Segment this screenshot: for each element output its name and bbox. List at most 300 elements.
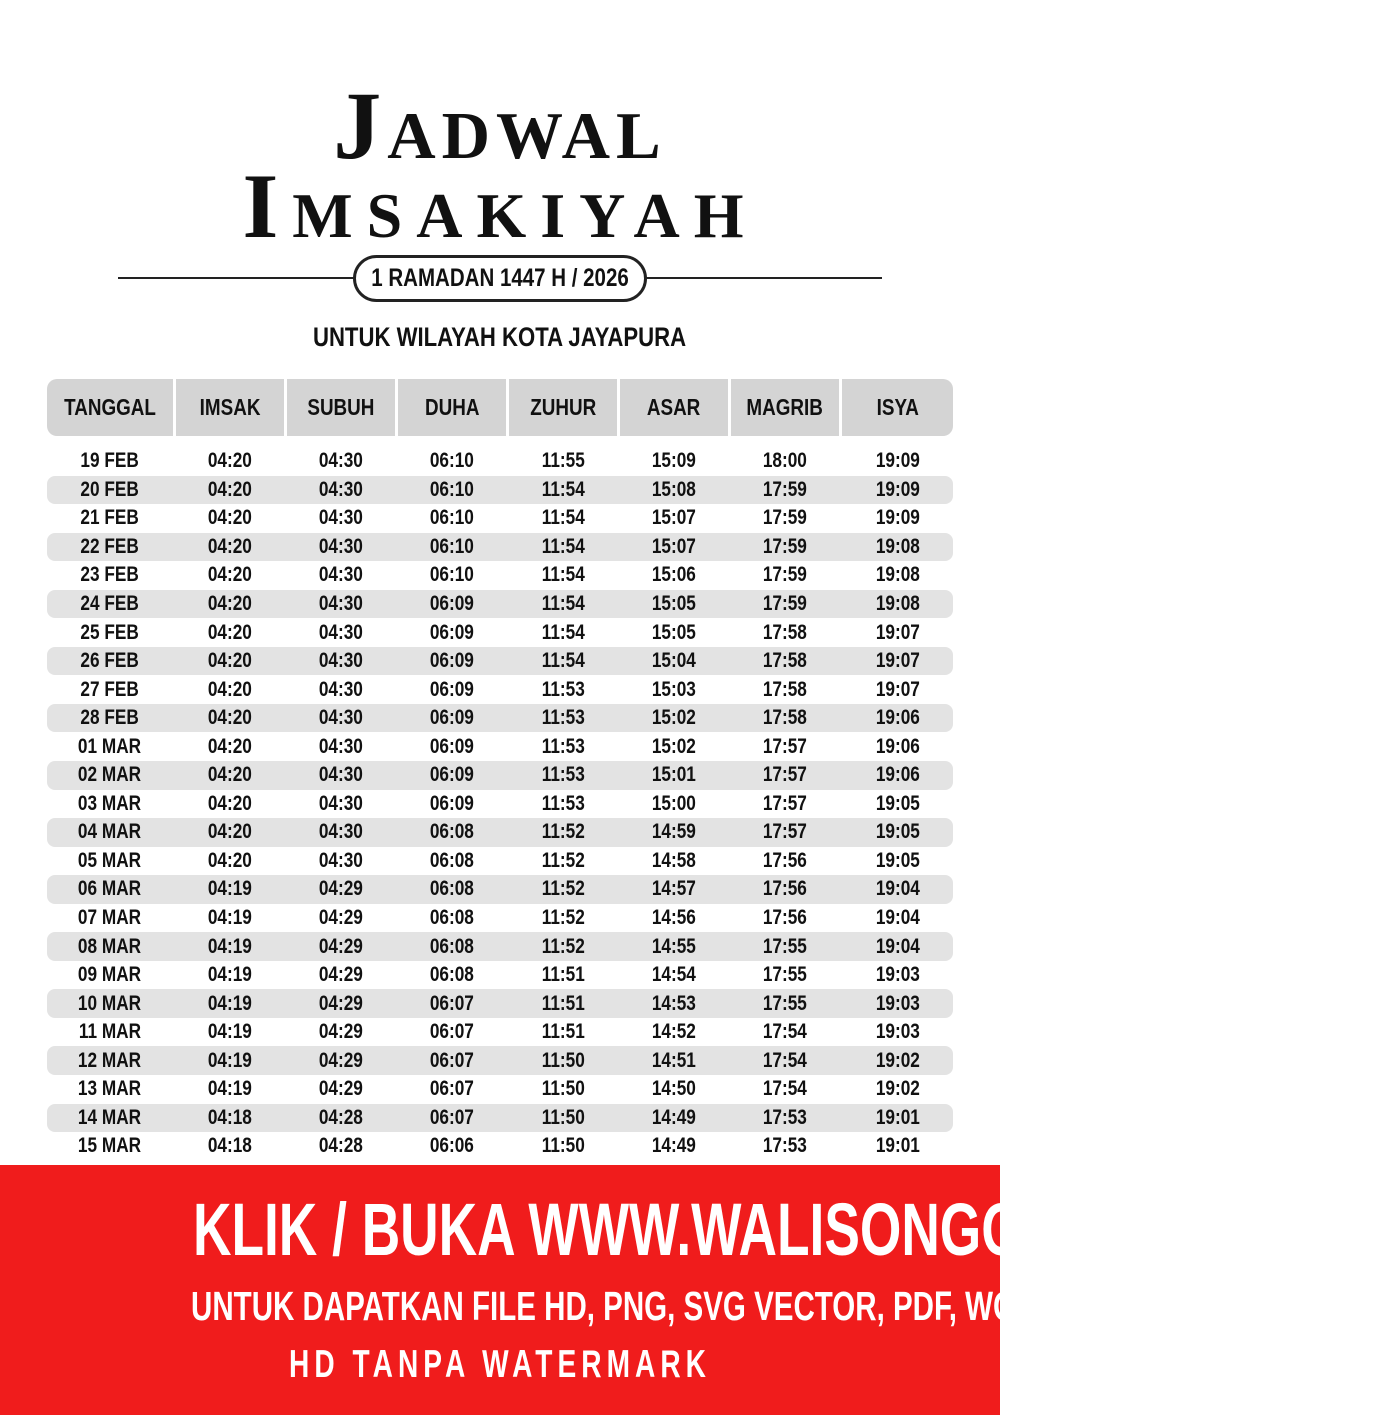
table-cell-value: 15:07 xyxy=(651,534,697,558)
table-cell-asar xyxy=(620,476,728,505)
table-cell-tanggal xyxy=(47,476,173,505)
table-cell-value: 19:05 xyxy=(875,820,920,844)
schedule-table xyxy=(47,379,953,1158)
table-cell-duha xyxy=(398,761,506,790)
table-cell-value: 04:29 xyxy=(318,934,364,958)
table-cell-isya xyxy=(842,561,953,590)
table-cell-asar xyxy=(620,818,728,847)
table-cell-imsak xyxy=(176,961,284,990)
table-cell-imsak xyxy=(176,732,284,761)
table-cell-duha xyxy=(398,961,506,990)
table-cell-value: 15:05 xyxy=(651,620,697,644)
table-cell-value: 04:30 xyxy=(318,477,364,501)
table-cell-zuhur xyxy=(509,704,617,733)
table-cell-value: 19:08 xyxy=(875,534,920,558)
table-cell-duha xyxy=(398,1132,506,1161)
table-cell-zuhur xyxy=(509,647,617,676)
table-cell-zuhur xyxy=(509,847,617,876)
table-cell-value: 19:07 xyxy=(875,620,920,644)
table-cell-value: 14:58 xyxy=(651,848,697,872)
divider-left xyxy=(118,277,354,279)
table-cell-value: 04:30 xyxy=(318,791,364,815)
table-cell-asar xyxy=(620,732,728,761)
table-cell-value: 19:04 xyxy=(875,934,920,958)
table-cell-value: 04:18 xyxy=(207,1134,253,1158)
table-cell-zuhur xyxy=(509,561,617,590)
table-cell-value: 10 MAR xyxy=(78,991,142,1015)
table-cell-value: 14:53 xyxy=(651,991,697,1015)
table-cell-asar xyxy=(620,533,728,562)
table-cell-value: 19:08 xyxy=(875,563,920,587)
table-cell-value: 11:54 xyxy=(541,534,585,558)
table-cell-value: 06:09 xyxy=(429,592,475,615)
table-cell-value: 14:49 xyxy=(651,1105,697,1129)
table-cell-subuh xyxy=(287,675,395,704)
table-cell-duha xyxy=(398,989,506,1018)
table-cell-imsak xyxy=(176,1046,284,1075)
table-cell-asar xyxy=(620,504,728,533)
table-cell-value: 24 FEB xyxy=(80,592,140,615)
table-cell-value: 11:52 xyxy=(541,934,585,958)
table-row xyxy=(47,904,953,933)
table-cell-isya xyxy=(842,961,953,990)
table-cell-value: 17:57 xyxy=(762,791,808,815)
table-cell-zuhur xyxy=(509,875,617,904)
table-cell-value: 04:20 xyxy=(207,534,253,558)
table-cell-value: 06:09 xyxy=(429,620,475,644)
title-line-1: Jadwal xyxy=(333,72,667,179)
table-cell-imsak xyxy=(176,847,284,876)
table-cell-value: 15:02 xyxy=(651,734,697,758)
table-cell-zuhur xyxy=(509,590,617,619)
table-cell-tanggal xyxy=(47,704,173,733)
table-cell-magrib xyxy=(731,761,839,790)
table-row xyxy=(47,847,953,876)
table-cell-value: 06:08 xyxy=(429,820,475,844)
table-cell-value: 04:20 xyxy=(207,449,253,473)
table-cell-magrib xyxy=(731,561,839,590)
table-cell-value: 17:57 xyxy=(762,763,808,787)
table-cell-value: 17:57 xyxy=(762,734,808,758)
table-cell-tanggal xyxy=(47,1075,173,1104)
table-cell-value: 11:50 xyxy=(541,1134,585,1158)
table-cell-value: 06:09 xyxy=(429,677,475,701)
table-cell-subuh xyxy=(287,504,395,533)
table-cell-isya xyxy=(842,533,953,562)
table-cell-magrib xyxy=(731,1046,839,1075)
table-cell-value: 17:57 xyxy=(762,820,808,844)
table-cell-value: 04:30 xyxy=(318,649,364,673)
column-header-label: ZUHUR xyxy=(529,394,597,420)
table-cell-value: 06 MAR xyxy=(78,877,142,901)
table-cell-value: 11:52 xyxy=(541,848,585,872)
table-row xyxy=(47,647,953,676)
table-cell-isya xyxy=(842,504,953,533)
table-cell-value: 06:08 xyxy=(429,934,475,958)
banner-line-2 xyxy=(0,1283,1174,1330)
table-cell-value: 26 FEB xyxy=(80,649,140,673)
table-cell-value: 06:07 xyxy=(429,1105,475,1129)
table-cell-value: 23 FEB xyxy=(80,563,140,587)
table-cell-subuh xyxy=(287,847,395,876)
table-cell-asar xyxy=(620,675,728,704)
table-cell-value: 19:06 xyxy=(875,763,920,787)
table-cell-value: 14:54 xyxy=(651,963,697,987)
table-cell-value: 11:53 xyxy=(541,763,585,787)
table-cell-imsak xyxy=(176,704,284,733)
table-cell-tanggal xyxy=(47,1104,173,1133)
table-cell-value: 04:28 xyxy=(318,1105,364,1129)
table-cell-duha xyxy=(398,618,506,647)
date-badge-label: 1 RAMADAN 1447 H / 2026 xyxy=(371,264,629,292)
table-cell-value: 17:53 xyxy=(762,1134,808,1158)
table-cell-value: 04:30 xyxy=(318,506,364,530)
table-cell-duha xyxy=(398,533,506,562)
table-cell-value: 17:59 xyxy=(762,563,808,587)
table-cell-value: 06:06 xyxy=(429,1134,475,1158)
table-cell-value: 14:51 xyxy=(651,1048,697,1072)
table-cell-value: 14:56 xyxy=(651,906,697,930)
table-row xyxy=(47,561,953,590)
table-cell-value: 11:53 xyxy=(541,791,585,815)
table-cell-subuh xyxy=(287,1046,395,1075)
table-cell-tanggal xyxy=(47,447,173,476)
table-cell-zuhur xyxy=(509,1104,617,1133)
table-cell-value: 11:54 xyxy=(541,506,585,530)
table-cell-isya xyxy=(842,875,953,904)
table-cell-value: 04:19 xyxy=(207,877,253,901)
table-cell-subuh xyxy=(287,904,395,933)
table-cell-value: 19:07 xyxy=(875,677,920,701)
table-cell-isya xyxy=(842,704,953,733)
promo-banner xyxy=(0,1165,1186,1415)
table-cell-asar xyxy=(620,932,728,961)
table-cell-duha xyxy=(398,1104,506,1133)
table-cell-imsak xyxy=(176,790,284,819)
table-cell-value: 06:09 xyxy=(429,791,475,815)
table-cell-value: 19:03 xyxy=(875,991,920,1015)
table-cell-asar xyxy=(620,790,728,819)
table-cell-zuhur xyxy=(509,476,617,505)
table-cell-isya xyxy=(842,989,953,1018)
table-cell-asar xyxy=(620,704,728,733)
table-cell-imsak xyxy=(176,675,284,704)
table-cell-value: 04:29 xyxy=(318,963,364,987)
table-cell-duha xyxy=(398,732,506,761)
table-cell-isya xyxy=(842,675,953,704)
table-cell-value: 06:09 xyxy=(429,649,475,673)
table-cell-asar xyxy=(620,904,728,933)
table-cell-imsak xyxy=(176,1018,284,1047)
table-cell-magrib xyxy=(731,847,839,876)
column-header-label: TANGGAL xyxy=(64,394,156,420)
table-cell-value: 14 MAR xyxy=(78,1105,142,1129)
table-cell-value: 04:30 xyxy=(318,677,364,701)
table-cell-magrib xyxy=(731,704,839,733)
column-header-zuhur xyxy=(509,379,617,436)
table-cell-subuh xyxy=(287,732,395,761)
table-cell-value: 19:01 xyxy=(875,1105,920,1129)
table-cell-value: 28 FEB xyxy=(80,706,140,730)
table-cell-imsak xyxy=(176,647,284,676)
table-cell-value: 04:29 xyxy=(318,906,364,930)
table-cell-value: 15:03 xyxy=(651,677,697,701)
table-cell-tanggal xyxy=(47,847,173,876)
table-cell-value: 06:10 xyxy=(429,449,475,473)
table-cell-value: 11:54 xyxy=(541,592,585,615)
table-cell-tanggal xyxy=(47,932,173,961)
table-cell-zuhur xyxy=(509,1018,617,1047)
table-cell-isya xyxy=(842,1075,953,1104)
table-cell-duha xyxy=(398,1075,506,1104)
table-cell-value: 04:20 xyxy=(207,477,253,501)
table-cell-value: 11:54 xyxy=(541,620,585,644)
banner-line-3 xyxy=(0,1343,1000,1387)
table-cell-zuhur xyxy=(509,504,617,533)
table-cell-value: 06:09 xyxy=(429,734,475,758)
table-cell-magrib xyxy=(731,675,839,704)
table-cell-value: 06:08 xyxy=(429,963,475,987)
table-cell-magrib xyxy=(731,476,839,505)
table-cell-value: 04:20 xyxy=(207,649,253,673)
table-cell-tanggal xyxy=(47,675,173,704)
column-header-imsak xyxy=(176,379,284,436)
table-cell-tanggal xyxy=(47,761,173,790)
table-cell-value: 11:53 xyxy=(541,734,585,758)
table-cell-subuh xyxy=(287,761,395,790)
table-cell-value: 12 MAR xyxy=(78,1048,142,1072)
table-cell-value: 06:07 xyxy=(429,1020,475,1044)
table-cell-value: 06:08 xyxy=(429,848,475,872)
table-cell-asar xyxy=(620,1018,728,1047)
table-cell-value: 19:01 xyxy=(875,1134,920,1158)
table-cell-value: 15:06 xyxy=(651,563,697,587)
table-cell-value: 04:19 xyxy=(207,1048,253,1072)
table-row xyxy=(47,504,953,533)
table-cell-value: 17:53 xyxy=(762,1105,808,1129)
table-cell-value: 19:04 xyxy=(875,906,920,930)
table-cell-value: 04 MAR xyxy=(78,820,142,844)
table-cell-isya xyxy=(842,904,953,933)
table-cell-isya xyxy=(842,847,953,876)
table-cell-value: 11:51 xyxy=(541,963,585,987)
table-cell-zuhur xyxy=(509,904,617,933)
table-cell-value: 04:29 xyxy=(318,877,364,901)
table-cell-tanggal xyxy=(47,732,173,761)
table-cell-asar xyxy=(620,618,728,647)
table-row xyxy=(47,1075,953,1104)
table-cell-value: 15:07 xyxy=(651,506,697,530)
table-cell-subuh xyxy=(287,1104,395,1133)
table-cell-subuh xyxy=(287,932,395,961)
table-cell-value: 11:54 xyxy=(541,477,585,501)
table-cell-value: 19:09 xyxy=(875,477,920,501)
table-cell-value: 11:51 xyxy=(541,991,585,1015)
table-cell-value: 15:05 xyxy=(651,592,697,615)
table-cell-value: 04:20 xyxy=(207,763,253,787)
table-cell-subuh xyxy=(287,1018,395,1047)
table-row xyxy=(47,761,953,790)
table-cell-value: 04:20 xyxy=(207,506,253,530)
table-cell-magrib xyxy=(731,790,839,819)
table-cell-value: 19:05 xyxy=(875,791,920,815)
table-row xyxy=(47,704,953,733)
table-cell-tanggal xyxy=(47,875,173,904)
table-cell-asar xyxy=(620,1075,728,1104)
column-header-duha xyxy=(398,379,506,436)
table-cell-value: 04:20 xyxy=(207,734,253,758)
region-subtitle xyxy=(0,322,1000,353)
table-cell-value: 11:50 xyxy=(541,1048,585,1072)
table-cell-value: 19:02 xyxy=(875,1077,920,1101)
column-header-isya xyxy=(842,379,953,436)
table-row xyxy=(47,932,953,961)
table-cell-imsak xyxy=(176,476,284,505)
table-cell-value: 15:08 xyxy=(651,477,697,501)
table-cell-duha xyxy=(398,790,506,819)
table-cell-subuh xyxy=(287,875,395,904)
table-cell-magrib xyxy=(731,989,839,1018)
table-cell-asar xyxy=(620,989,728,1018)
table-cell-subuh xyxy=(287,447,395,476)
table-cell-value: 04:28 xyxy=(318,1134,364,1158)
table-cell-zuhur xyxy=(509,790,617,819)
table-cell-magrib xyxy=(731,1132,839,1161)
table-cell-tanggal xyxy=(47,1018,173,1047)
table-cell-value: 04:30 xyxy=(318,534,364,558)
table-cell-value: 04:20 xyxy=(207,592,253,615)
table-header xyxy=(47,379,953,436)
table-cell-duha xyxy=(398,875,506,904)
table-cell-value: 17:55 xyxy=(762,963,808,987)
table-cell-value: 04:18 xyxy=(207,1105,253,1129)
table-cell-subuh xyxy=(287,618,395,647)
table-row xyxy=(47,533,953,562)
table-cell-isya xyxy=(842,818,953,847)
table-cell-value: 04:19 xyxy=(207,963,253,987)
table-cell-asar xyxy=(620,1104,728,1133)
table-cell-value: 21 FEB xyxy=(80,506,140,530)
table-cell-duha xyxy=(398,561,506,590)
table-cell-value: 19:09 xyxy=(875,506,920,530)
table-cell-value: 19:06 xyxy=(875,706,920,730)
title-line-2: Imsakiyah xyxy=(242,155,758,257)
column-header-magrib xyxy=(731,379,839,436)
table-row xyxy=(47,989,953,1018)
table-cell-imsak xyxy=(176,818,284,847)
table-row xyxy=(47,675,953,704)
table-cell-value: 06:07 xyxy=(429,1048,475,1072)
table-cell-subuh xyxy=(287,590,395,619)
table-cell-value: 11:53 xyxy=(541,706,585,730)
table-cell-magrib xyxy=(731,504,839,533)
table-cell-duha xyxy=(398,847,506,876)
table-cell-value: 14:50 xyxy=(651,1077,697,1101)
table-cell-value: 04:20 xyxy=(207,677,253,701)
table-cell-value: 06:07 xyxy=(429,1077,475,1101)
table-cell-value: 04:30 xyxy=(318,449,364,473)
table-cell-value: 17:55 xyxy=(762,934,808,958)
table-cell-value: 25 FEB xyxy=(80,620,140,644)
table-cell-asar xyxy=(620,647,728,676)
table-cell-value: 13 MAR xyxy=(78,1077,142,1101)
table-cell-value: 01 MAR xyxy=(78,734,142,758)
table-cell-isya xyxy=(842,932,953,961)
table-cell-duha xyxy=(398,504,506,533)
table-cell-tanggal xyxy=(47,590,173,619)
table-cell-zuhur xyxy=(509,761,617,790)
table-cell-zuhur xyxy=(509,818,617,847)
table-row xyxy=(47,618,953,647)
table-cell-value: 27 FEB xyxy=(80,677,140,701)
table-cell-value: 05 MAR xyxy=(78,848,142,872)
table-cell-asar xyxy=(620,447,728,476)
table-cell-subuh xyxy=(287,704,395,733)
table-cell-asar xyxy=(620,590,728,619)
table-cell-duha xyxy=(398,704,506,733)
table-cell-value: 19 FEB xyxy=(80,449,140,473)
table-cell-magrib xyxy=(731,447,839,476)
table-cell-value: 07 MAR xyxy=(78,906,142,930)
table-cell-imsak xyxy=(176,761,284,790)
table-cell-subuh xyxy=(287,647,395,676)
table-cell-magrib xyxy=(731,533,839,562)
table-cell-imsak xyxy=(176,1104,284,1133)
table-cell-value: 04:20 xyxy=(207,706,253,730)
table-cell-value: 15:09 xyxy=(651,449,697,473)
table-cell-value: 14:59 xyxy=(651,820,697,844)
table-cell-value: 14:57 xyxy=(651,877,697,901)
table-cell-value: 15:02 xyxy=(651,706,697,730)
table-cell-value: 14:55 xyxy=(651,934,697,958)
table-cell-zuhur xyxy=(509,1132,617,1161)
table-cell-zuhur xyxy=(509,932,617,961)
banner-line-3-text: HD TANPA WATERMARK xyxy=(289,1343,711,1386)
table-cell-value: 17:55 xyxy=(762,991,808,1015)
table-cell-value: 04:19 xyxy=(207,1020,253,1044)
table-cell-zuhur xyxy=(509,1046,617,1075)
column-header-label: SUBUH xyxy=(307,394,375,420)
table-cell-tanggal xyxy=(47,504,173,533)
table-cell-value: 04:30 xyxy=(318,592,364,615)
table-cell-value: 17:59 xyxy=(762,592,808,615)
table-cell-value: 08 MAR xyxy=(78,934,142,958)
column-header-label: IMSAK xyxy=(199,394,261,420)
table-cell-magrib xyxy=(731,618,839,647)
table-cell-tanggal xyxy=(47,818,173,847)
table-cell-imsak xyxy=(176,932,284,961)
table-cell-zuhur xyxy=(509,447,617,476)
table-cell-value: 06:07 xyxy=(429,991,475,1015)
table-cell-value: 03 MAR xyxy=(78,791,142,815)
table-cell-tanggal xyxy=(47,561,173,590)
banner-line-2-text: UNTUK DAPATKAN FILE HD, PNG, SVG VECTOR, PDF, WORD, EXCEL xyxy=(191,1283,1174,1329)
table-row xyxy=(47,590,953,619)
table-cell-value: 15:01 xyxy=(651,763,697,787)
table-cell-duha xyxy=(398,675,506,704)
table-cell-value: 04:30 xyxy=(318,848,364,872)
table-cell-magrib xyxy=(731,1104,839,1133)
table-cell-value: 04:29 xyxy=(318,991,364,1015)
table-cell-value: 04:19 xyxy=(207,991,253,1015)
table-cell-magrib xyxy=(731,961,839,990)
table-cell-tanggal xyxy=(47,618,173,647)
table-cell-value: 19:02 xyxy=(875,1048,920,1072)
table-row xyxy=(47,1046,953,1075)
table-cell-value: 04:30 xyxy=(318,563,364,587)
table-cell-tanggal xyxy=(47,989,173,1018)
table-row xyxy=(47,790,953,819)
